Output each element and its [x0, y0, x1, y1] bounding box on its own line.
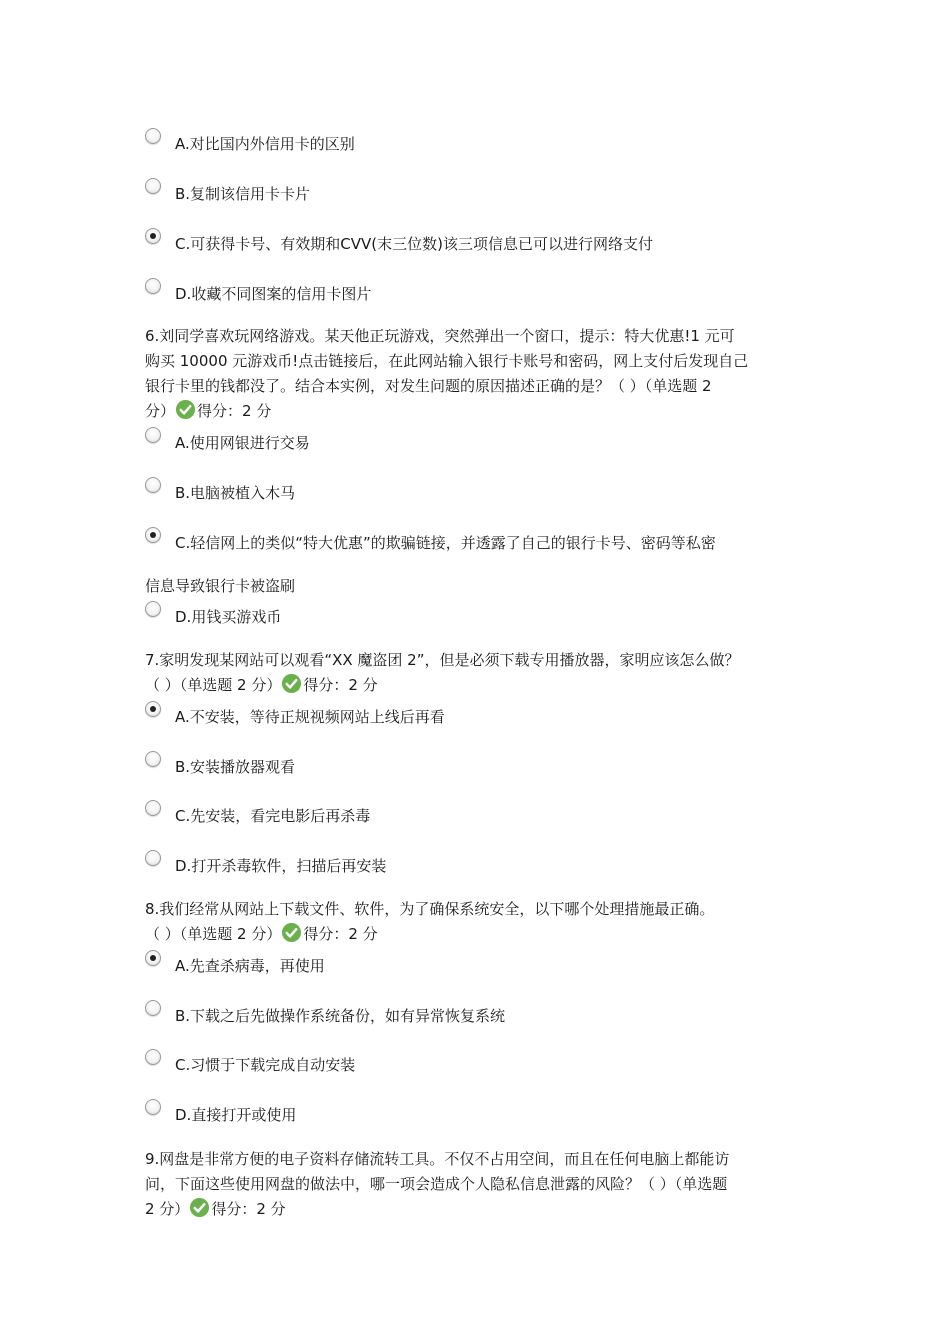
radio-button[interactable]: [145, 278, 161, 294]
question-text-line: 银行卡里的钱都没了。结合本实例，对发生问题的原因描述正确的是？（ ）（单选题 2: [145, 377, 712, 395]
question-text-line: 9.网盘是非常方便的电子资料存储流转工具。不仅不占用空间，而且在任何电脑上都能访: [145, 1150, 730, 1168]
option-label: B.电脑被植入木马: [175, 484, 296, 502]
score-text: 得分：2 分: [197, 402, 272, 420]
radio-button[interactable]: [145, 751, 161, 767]
radio-button[interactable]: [145, 601, 161, 617]
radio-button[interactable]: [145, 1099, 161, 1115]
option-label: D.直接打开或使用: [175, 1106, 297, 1124]
question-score-line: [145, 399, 810, 424]
option-label: A.先查杀病毒，再使用: [175, 957, 325, 975]
question-7: [145, 648, 810, 698]
question-type: （ ）（单选题 2 分）: [145, 676, 282, 694]
score-text: 得分：2 分: [303, 676, 378, 694]
option-label-continuation: 信息导致银行卡被盗刷: [145, 577, 296, 595]
question-score-line: [145, 1197, 810, 1222]
radio-button[interactable]: [145, 800, 161, 816]
radio-button-selected[interactable]: [145, 228, 161, 244]
radio-button[interactable]: [145, 128, 161, 144]
question-text-line: 问，下面这些使用网盘的做法中，哪一项会造成个人隐私信息泄露的风险？（ ）（单选题: [145, 1175, 728, 1193]
radio-button[interactable]: [145, 1049, 161, 1065]
option-label: A.对比国内外信用卡的区别: [175, 135, 355, 153]
check-circle-icon: [281, 922, 302, 943]
option-label: C.习惯于下载完成自动安装: [175, 1056, 356, 1074]
option-label: D.收藏不同图案的信用卡图片: [175, 285, 372, 303]
radio-button[interactable]: [145, 477, 161, 493]
radio-button[interactable]: [145, 427, 161, 443]
question-text-line: 8.我们经常从网站上下载文件、软件，为了确保系统安全，以下哪个处理措施最正确。: [145, 900, 715, 918]
score-text: 得分：2 分: [211, 1200, 286, 1218]
check-circle-icon: [175, 399, 196, 420]
question-text-line: 购买 10000 元游戏币!点击链接后，在此网站输入银行卡账号和密码，网上支付后发现自己: [145, 352, 749, 370]
option-label: B.下载之后先做操作系统备份，如有异常恢复系统: [175, 1007, 506, 1025]
radio-button-selected[interactable]: [145, 701, 161, 717]
question-score-line: [145, 673, 810, 698]
question-type: 2 分）: [145, 1200, 190, 1218]
score-text: 得分：2 分: [303, 925, 378, 943]
radio-button-selected[interactable]: [145, 950, 161, 966]
radio-button-selected[interactable]: [145, 527, 161, 543]
option-label: D.打开杀毒软件，扫描后再安装: [175, 857, 387, 875]
question-type: （ ）（单选题 2 分）: [145, 925, 282, 943]
question-text-line: 6.刘同学喜欢玩网络游戏。某天他正玩游戏，突然弹出一个窗口，提示：特大优惠!1 元可: [145, 327, 735, 345]
option-label: C.先安装，看完电影后再杀毒: [175, 807, 371, 825]
option-label: C.可获得卡号、有效期和CVV(末三位数)该三项信息已可以进行网络支付: [175, 235, 653, 253]
check-circle-icon: [281, 673, 302, 694]
question-8: [145, 897, 810, 947]
option-label: B.复制该信用卡卡片: [175, 185, 311, 203]
option-label: A.使用网银进行交易: [175, 434, 310, 452]
question-6: [145, 324, 810, 424]
option-label: B.安装播放器观看: [175, 758, 296, 776]
option-label: A.不安装，等待正规视频网站上线后再看: [175, 708, 445, 726]
radio-button[interactable]: [145, 1000, 161, 1016]
question-score-line: [145, 922, 810, 947]
radio-button[interactable]: [145, 178, 161, 194]
check-circle-icon: [189, 1197, 210, 1218]
question-9: [145, 1147, 810, 1222]
radio-button[interactable]: [145, 850, 161, 866]
option-label: C.轻信网上的类似“特大优惠”的欺骗链接，并透露了自己的银行卡号、密码等私密: [175, 534, 716, 552]
question-text-line: 7.家明发现某网站可以观看“XX 魔盗团 2”，但是必须下载专用播放器，家明应该怎么做？: [145, 651, 740, 669]
option-label: D.用钱买游戏币: [175, 608, 282, 626]
question-type: 分）: [145, 402, 176, 420]
